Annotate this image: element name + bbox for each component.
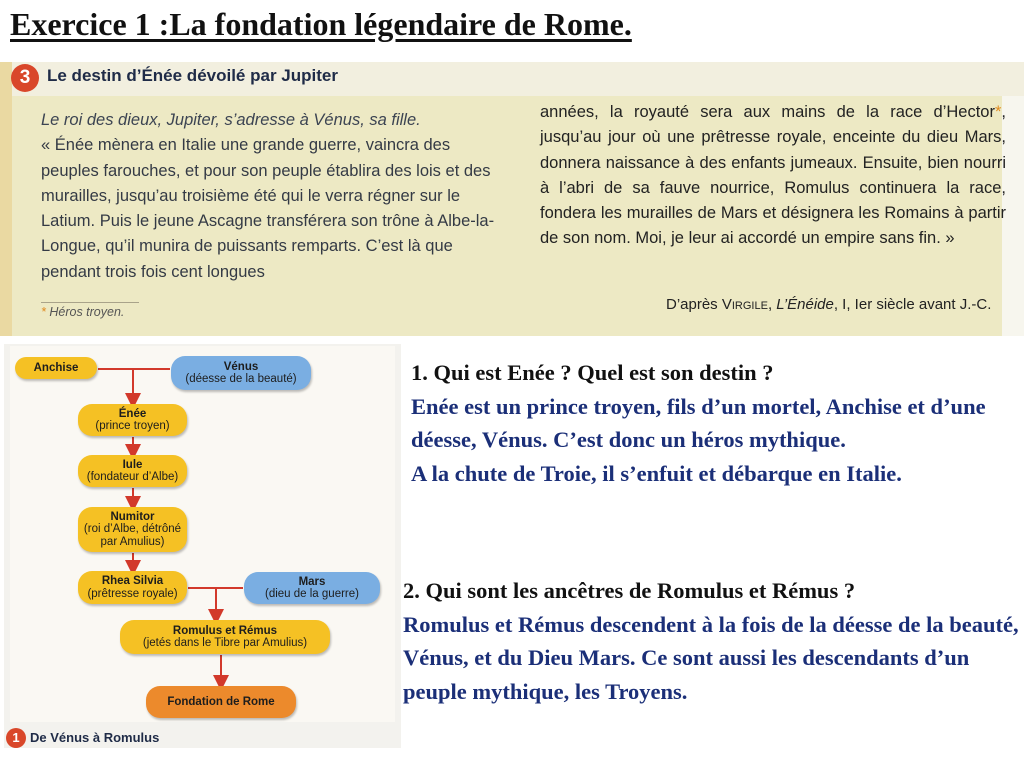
node-iule: Iule (fondateur d’Albe) (78, 455, 187, 487)
answer-1b: A la chute de Troie, il s’enfuit et débarque en Italie. (411, 460, 902, 486)
question-block-2 (403, 574, 1019, 708)
page-title: Exercice 1 :La fondation légendaire de Rome. (10, 6, 632, 42)
node-enee: Énée (prince troyen) (78, 404, 187, 436)
node-numitor: Numitor (roi d’Albe, détrôné par Amulius) (78, 507, 187, 552)
answer-2: Romulus et Rémus descendent à la fois de la déesse de la beauté, Vénus, et du Dieu Mars. Ce sont aussi les descendants d’un peuple mythique, les Troyens. (403, 611, 1019, 704)
footnote: * Héros troyen. (41, 302, 139, 319)
excerpt-left-text: « Énée mènera en Italie une grande guerre, vaincra des peuples farouches, et pour son peuple établira des lois et des murailles, jusqu’au troisième été qui le verra régner sur le Latium. Puis le jeune Ascagne transférera son trône à Albe-la-Longue, qu’il munira de puissants remparts. C’est là que pendant trois fois cent longues (41, 136, 495, 281)
excerpt-right-column (540, 100, 1006, 252)
excerpt-left-column (41, 108, 511, 285)
question-2: 2. Qui sont les ancêtres de Romulus et Rémus ? (403, 578, 856, 603)
text-excerpt-panel (0, 62, 1024, 336)
node-anchise: Anchise (15, 357, 97, 379)
section-title: Le destin d’Énée dévoilé par Jupiter (47, 66, 338, 85)
section-number-badge: 3 (11, 64, 39, 92)
caption-number-badge: 1 (6, 728, 26, 748)
genealogy-diagram (4, 344, 401, 748)
excerpt-intro: Le roi des dieux, Jupiter, s’adresse à Vénus, sa fille. (41, 111, 421, 129)
excerpt-right-text-a: années, la royauté sera aux mains de la race d’Hector (540, 103, 995, 121)
question-block-1 (411, 356, 1017, 490)
node-venus: Vénus (déesse de la beauté) (171, 356, 311, 390)
node-mars: Mars (dieu de la guerre) (244, 572, 380, 604)
answer-1a: Enée est un prince troyen, fils d’un mortel, Anchise et d’une déesse, Vénus. C’est donc un héros mythique. (411, 393, 986, 452)
node-fondation-rome: Fondation de Rome (146, 686, 296, 718)
excerpt-right-text-b: , jusqu’au jour où une prêtresse royale, enceinte du dieu Mars, donnera naissance à des enfants jumeaux. Ensuite, bien nourri à l’abri de sa fauve nourrice, Romulus continuera la race, fondera les murailles de Mars et désignera les Romains à partir de son nom. Moi, je leur ai accordé un empire sans fin. » (540, 103, 1006, 248)
source-citation: D’après Virgile, L’Énéide, I, Ier siècle avant J.-C. (666, 296, 992, 313)
node-rhea-silvia: Rhea Silvia (prêtresse royale) (78, 571, 187, 604)
footnote-marker: * (994, 103, 1002, 121)
node-romulus-remus: Romulus et Rémus (jetés dans le Tibre par Amulius) (120, 620, 330, 654)
question-1: 1. Qui est Enée ? Quel est son destin ? (411, 360, 774, 385)
diagram-caption: De Vénus à Romulus (30, 730, 160, 745)
